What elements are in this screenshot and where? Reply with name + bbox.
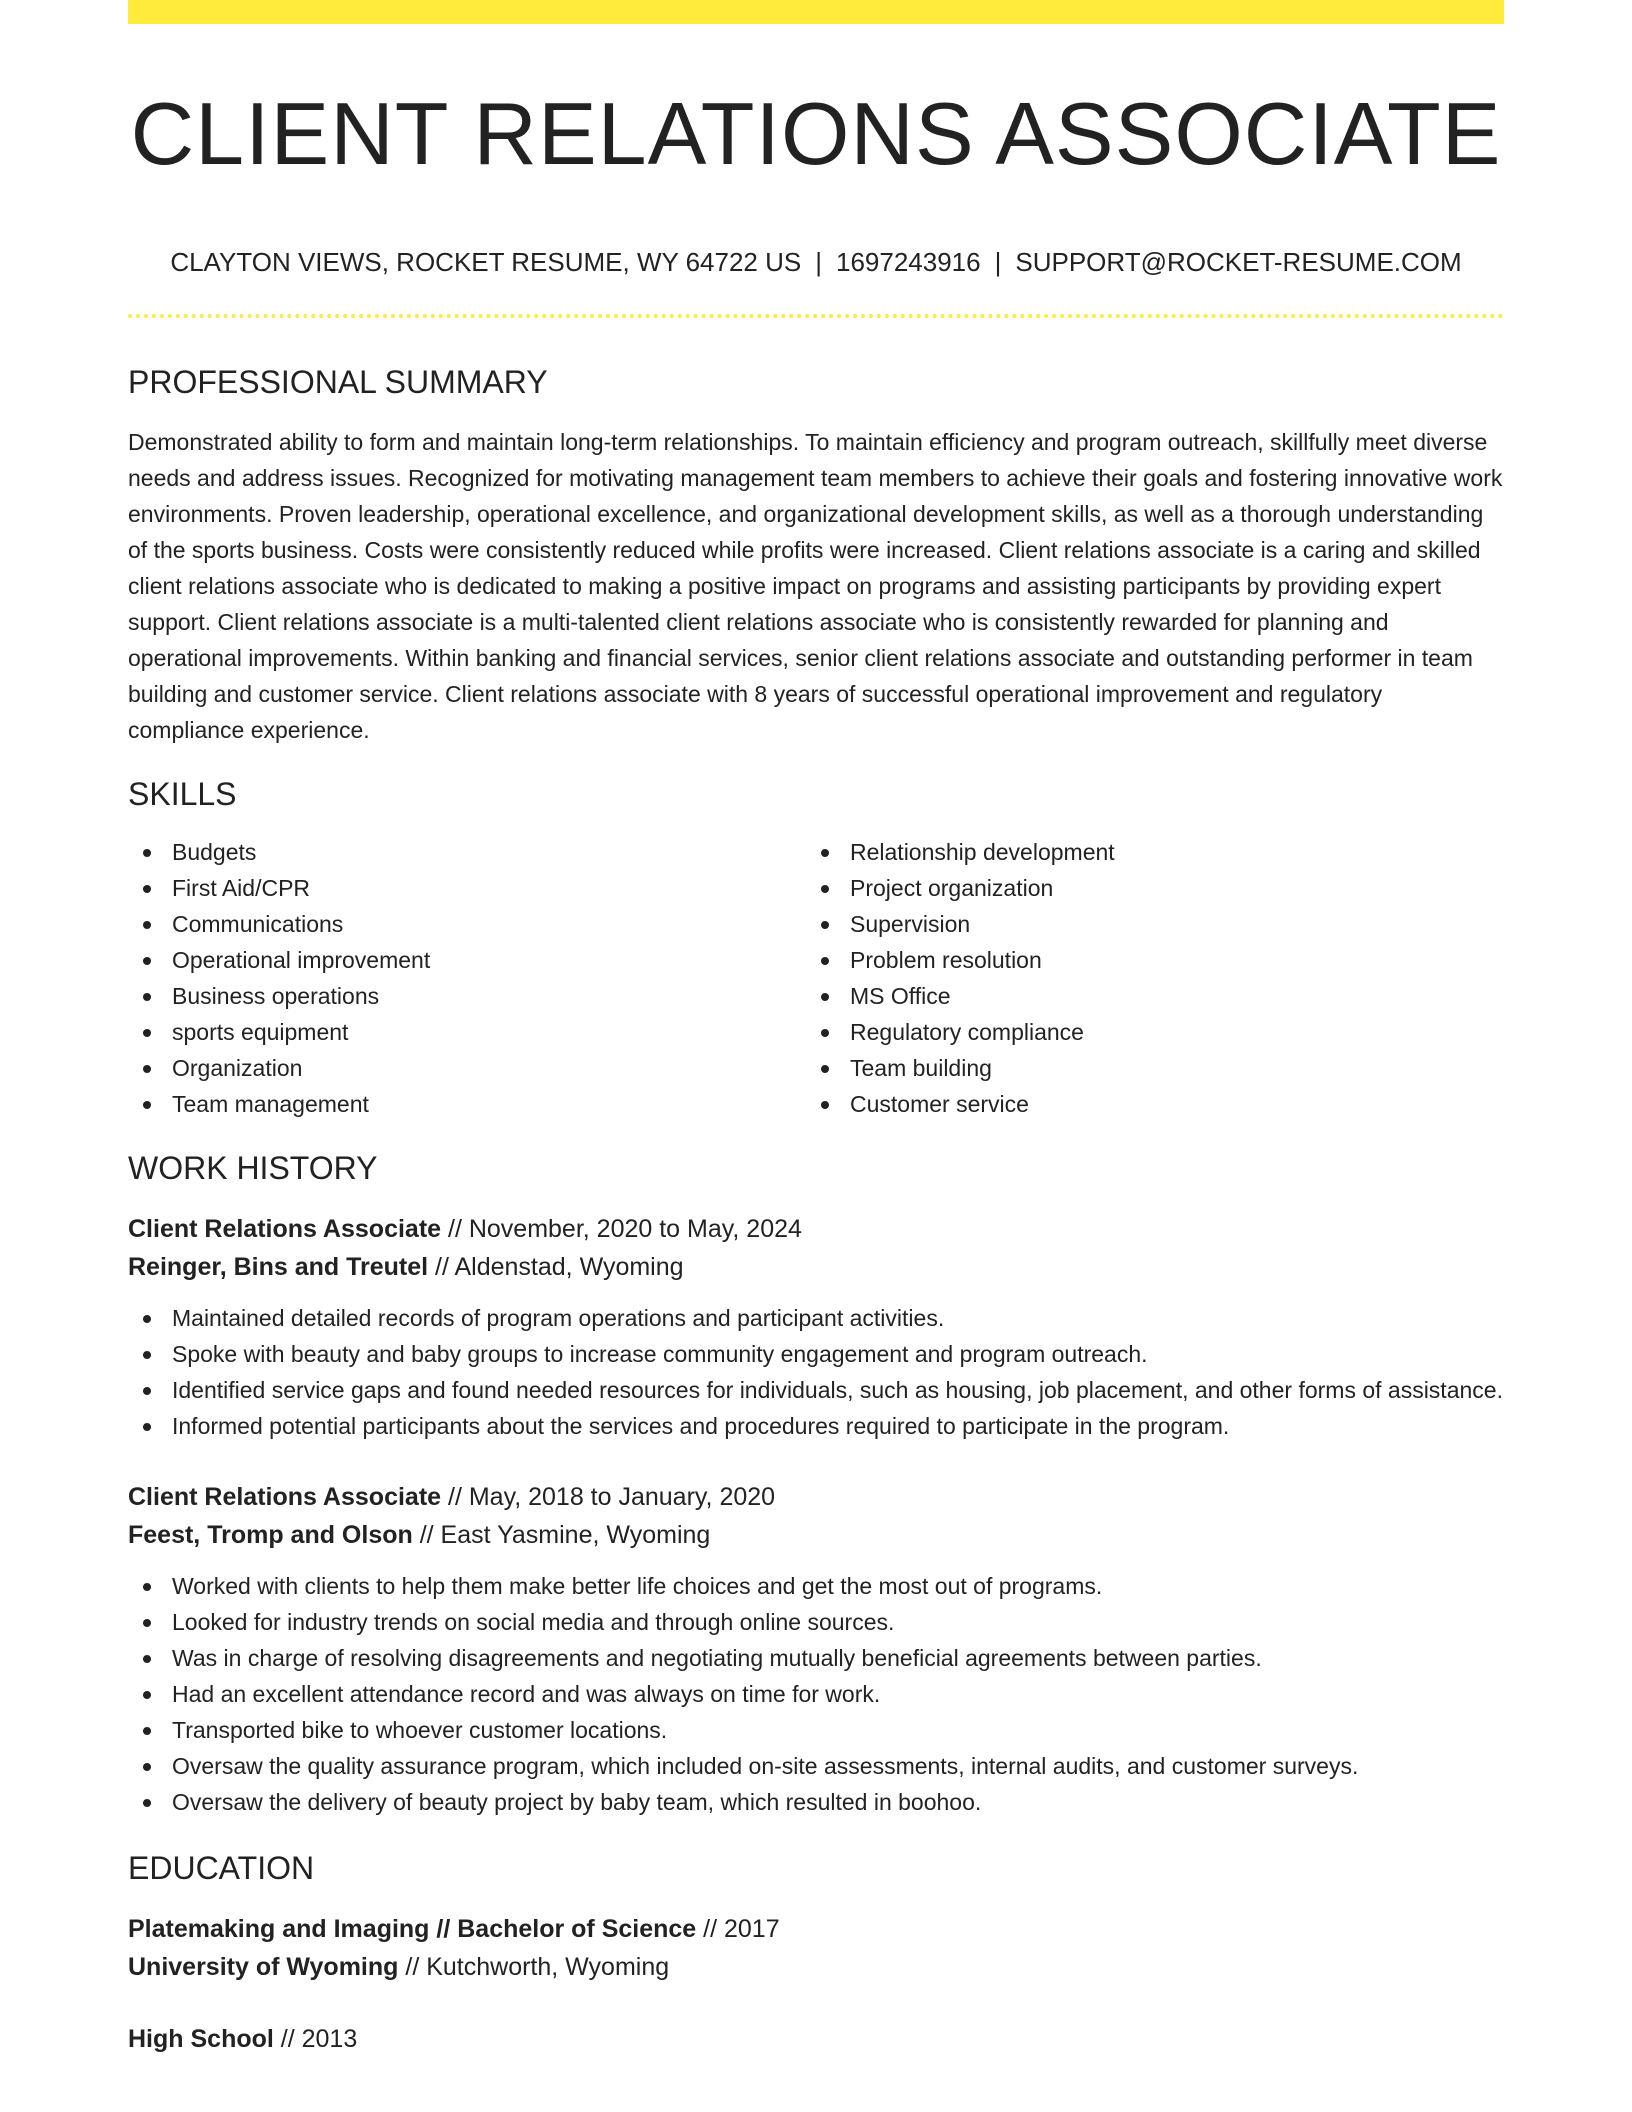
skills-heading: SKILLS [128,776,237,812]
bullet-text: Communications [172,911,344,937]
bullet-dot-icon [143,849,151,857]
education-school: University of Wyoming [128,1953,399,1981]
job-entry [128,1210,1504,1444]
skill-item [128,1086,806,1122]
job-bullet [128,1568,1504,1604]
top-accent-bar [128,0,1504,24]
bullet-text: Was in charge of resolving disagreements and negotiating mutually beneficial agreements between parties. [172,1645,1262,1671]
bullet-text: Had an excellent attendance record and was always on time for work. [172,1681,881,1707]
education-degree: High School [128,2025,274,2053]
skill-item [128,1014,806,1050]
job-bullet [128,1712,1504,1748]
skill-item [806,942,1484,978]
job-company: Reinger, Bins and Treutel [128,1253,429,1281]
bullet-text: Worked with clients to help them make better life choices and get the most out of programs. [172,1573,1103,1599]
education-school-line [128,1948,1504,1986]
bullet-dot-icon [143,1619,151,1627]
work-history-heading: WORK HISTORY [128,1150,378,1186]
bullet-dot-icon [821,1029,829,1037]
job-bullet [128,1676,1504,1712]
resume-page [128,0,1504,2058]
bullet-text: Customer service [850,1091,1029,1117]
job-company: Feest, Tromp and Olson [128,1521,413,1549]
job-location: // East Yasmine, Wyoming [412,1521,711,1549]
bullet-text: Identified service gaps and found needed resources for individuals, such as housing, job placement, and other forms of assistance. [172,1377,1503,1403]
job-bullets [128,1300,1504,1444]
bullet-dot-icon [821,993,829,1001]
bullet-dot-icon [143,1315,151,1323]
job-bullet [128,1372,1504,1408]
skill-item [806,870,1484,906]
skills-grid [128,834,1504,1122]
skills-column-right [806,834,1484,1122]
bullet-text: Oversaw the delivery of beauty project by baby team, which resulted in boohoo. [172,1789,982,1815]
contact-separator: | [994,247,1002,277]
bullet-text: Oversaw the quality assurance program, which included on-site assessments, internal audits, and customer surveys. [172,1753,1359,1779]
bullet-dot-icon [821,1065,829,1073]
education-degree-line [128,2020,1504,2058]
skill-item [806,1050,1484,1086]
contact-phone: 1697243916 [836,247,981,277]
bullet-text: Relationship development [850,839,1115,865]
education-entry [128,1910,1504,1986]
bullet-text: MS Office [850,983,951,1009]
bullet-text: Regulatory compliance [850,1019,1084,1045]
job-bullet [128,1408,1504,1444]
skill-item [806,978,1484,1014]
education-degree-line [128,1910,1504,1948]
contact-address: CLAYTON VIEWS, ROCKET RESUME, WY 64722 US [170,247,802,277]
bullet-text: Maintained detailed records of program operations and participant activities. [172,1305,945,1331]
bullet-dot-icon [143,1387,151,1395]
bullet-dot-icon [821,1101,829,1109]
bullet-dot-icon [143,1655,151,1663]
bullet-dot-icon [143,1583,151,1591]
bullet-dot-icon [143,1423,151,1431]
bullet-dot-icon [143,1101,151,1109]
education-location: // Kutchworth, Wyoming [398,1953,670,1981]
job-bullets [128,1568,1504,1820]
contact-line [128,246,1504,278]
skill-item [128,1050,806,1086]
bullet-text: Supervision [850,911,971,937]
skill-item [128,942,806,978]
bullet-text: sports equipment [172,1019,349,1045]
skills-column-left [128,834,806,1122]
bullet-dot-icon [821,957,829,965]
bullet-text: Problem resolution [850,947,1042,973]
bullet-dot-icon [143,1691,151,1699]
education-degree: Platemaking and Imaging // Bachelor of Science [128,1915,697,1943]
skill-item [128,834,806,870]
bullet-text: Organization [172,1055,303,1081]
bullet-dot-icon [821,921,829,929]
bullet-text: Looked for industry trends on social media and through online sources. [172,1609,895,1635]
summary-heading: PROFESSIONAL SUMMARY [128,364,548,400]
summary-text: Demonstrated ability to form and maintain long-term relationships. To maintain efficiency and program outreach, skillfully meet diverse needs and address issues. Recognized for motivating management team members to achieve their goals and fostering innovative work environments. Proven leadership, operational excellence, and organizational development skills, as well as a thorough understanding of the sports business. Costs were consistently reduced while profits were increased. Client relations associate is a caring and skilled client relations associate who is dedicated to making a positive impact on programs and assisting participants by providing expert support. Client relations associate is a multi-talented client relations associate who is consistently rewarded for planning and operational improvements. Within banking and financial services, senior client relations associate and outstanding performer in team building and customer service. Client relations associate with 8 years of successful operational improvement and regulatory compliance experience. [128,429,1503,743]
job-bullet [128,1748,1504,1784]
bullet-dot-icon [143,1351,151,1359]
job-title-line [128,1210,1504,1248]
skill-item [806,1086,1484,1122]
bullet-dot-icon [821,849,829,857]
education-entry [128,2020,1504,2058]
bullet-dot-icon [821,885,829,893]
bullet-dot-icon [143,921,151,929]
contact-separator: | [815,247,822,277]
bullet-text: Spoke with beauty and baby groups to increase community engagement and program outreach. [172,1341,1148,1367]
bullet-text: Transported bike to whoever customer locations. [172,1717,668,1743]
bullet-dot-icon [143,993,151,1001]
resume-title: CLIENT RELATIONS ASSOCIATE [130,84,1502,183]
job-role: Client Relations Associate [128,1215,442,1243]
job-bullet [128,1784,1504,1820]
bullet-dot-icon [143,957,151,965]
bullet-dot-icon [143,1799,151,1807]
contact-email: SUPPORT@ROCKET-RESUME.COM [1015,247,1462,277]
job-bullet [128,1300,1504,1336]
job-bullet [128,1604,1504,1640]
job-company-line [128,1516,1504,1554]
job-location: // Aldenstad, Wyoming [428,1253,684,1281]
skill-item [806,834,1484,870]
job-dates: // November, 2020 to May, 2024 [441,1215,802,1243]
bullet-text: Informed potential participants about the services and procedures required to participate in the program. [172,1413,1230,1439]
education-list [128,1910,1504,2058]
education-year: // 2013 [273,2025,358,2053]
bullet-text: First Aid/CPR [172,875,311,901]
skill-item [128,906,806,942]
bullet-text: Project organization [850,875,1054,901]
dotted-divider [128,314,1504,318]
job-bullet [128,1640,1504,1676]
bullet-dot-icon [143,1763,151,1771]
skill-item [128,870,806,906]
bullet-dot-icon [143,1727,151,1735]
bullet-text: Budgets [172,839,257,865]
job-title-line [128,1478,1504,1516]
education-heading: EDUCATION [128,1850,315,1886]
bullet-dot-icon [143,885,151,893]
education-year: // 2017 [696,1915,780,1943]
skill-item [806,906,1484,942]
bullet-text: Team management [172,1091,369,1117]
job-role: Client Relations Associate [128,1483,442,1511]
bullet-dot-icon [143,1065,151,1073]
job-dates: // May, 2018 to January, 2020 [441,1483,776,1511]
job-bullet [128,1336,1504,1372]
job-entry [128,1478,1504,1820]
work-history-list [128,1210,1504,1820]
job-company-line [128,1248,1504,1286]
bullet-text: Team building [850,1055,992,1081]
bullet-dot-icon [143,1029,151,1037]
bullet-text: Business operations [172,983,380,1009]
skill-item [806,1014,1484,1050]
skill-item [128,978,806,1014]
bullet-text: Operational improvement [172,947,431,973]
